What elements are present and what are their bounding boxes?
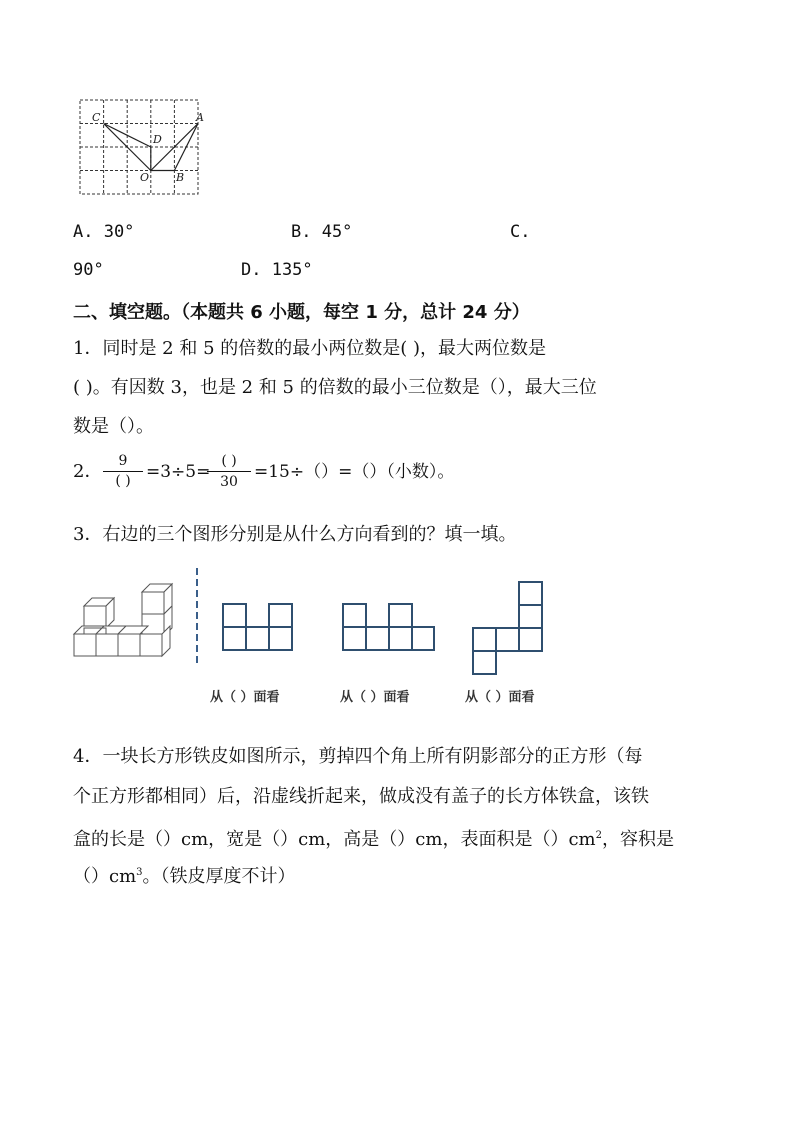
angle-grid-figure xyxy=(78,98,202,198)
point-b-label: B xyxy=(176,171,185,184)
q1-line2: ( )。有因数 3，也是 2 和 5 的倍数的最小三位数是（），最大三位 xyxy=(73,377,597,398)
option-d: D. 135° xyxy=(241,260,313,280)
point-o-label: O xyxy=(140,171,150,184)
option-b: B. 45° xyxy=(291,222,353,242)
q4-volume-unit-sup: 3 xyxy=(136,867,143,878)
view-caption-3: 从（ ）面看 xyxy=(465,690,535,705)
view-caption-2: 从（ ）面看 xyxy=(340,690,410,705)
option-c: C. xyxy=(510,222,531,242)
view-figure-3 xyxy=(471,580,547,678)
cube-stack-figure xyxy=(70,580,180,660)
q4-line3 xyxy=(73,825,674,851)
q2-frac2-numerator: ( ) xyxy=(221,453,237,469)
q2-frac2-bar xyxy=(207,471,251,472)
q2-prefix: 2． xyxy=(73,461,103,482)
q4-line2: 个正方形都相同）后，沿虚线折起来，做成没有盖子的长方体铁盒，该铁 xyxy=(73,786,649,807)
q2-frac2-denominator: 30 xyxy=(220,474,238,490)
q2-suffix: =15÷（）=（）（小数）。 xyxy=(254,462,455,482)
q2-frac1-denominator: ( ) xyxy=(115,473,131,489)
view-figure-1 xyxy=(221,602,295,654)
q4-line4-text: （）cm xyxy=(73,866,137,887)
q4-line3-end: ，容积是 xyxy=(601,829,674,850)
point-a-label: A xyxy=(196,111,204,124)
q1-line1: 1．同时是 2 和 5 的倍数的最小两位数是( )，最大两位数是 xyxy=(73,338,547,359)
option-c-value: 90° xyxy=(73,260,104,280)
q2-frac1-bar xyxy=(103,471,143,472)
view-figure-2 xyxy=(341,602,437,654)
separator-dashed-line xyxy=(194,568,200,668)
q4-line4 xyxy=(73,862,296,888)
q4-line4-end: 。（铁皮厚度不计） xyxy=(142,866,296,887)
q4-line3-text: 盒的长是（）cm，宽是（）cm，高是（）cm，表面积是（）cm xyxy=(73,829,596,850)
q2-frac1-numerator: 9 xyxy=(118,453,128,469)
view-caption-1: 从（ ）面看 xyxy=(210,690,280,705)
q2-middle: =3÷5= xyxy=(146,462,211,482)
option-a: A. 30° xyxy=(73,222,135,242)
q4-area-unit-sup: 2 xyxy=(595,830,602,841)
section-title: 二、填空题。（本题共 6 小题，每空 1 分，总计 24 分） xyxy=(73,302,530,323)
q1-line3: 数是（）。 xyxy=(73,416,154,437)
q4-line1: 4．一块长方形铁皮如图所示，剪掉四个角上所有阴影部分的正方形（每 xyxy=(73,746,643,767)
point-c-label: C xyxy=(92,111,101,124)
q3-text: 3．右边的三个图形分别是从什么方向看到的？填一填。 xyxy=(73,524,517,545)
point-d-label: D xyxy=(153,133,162,146)
